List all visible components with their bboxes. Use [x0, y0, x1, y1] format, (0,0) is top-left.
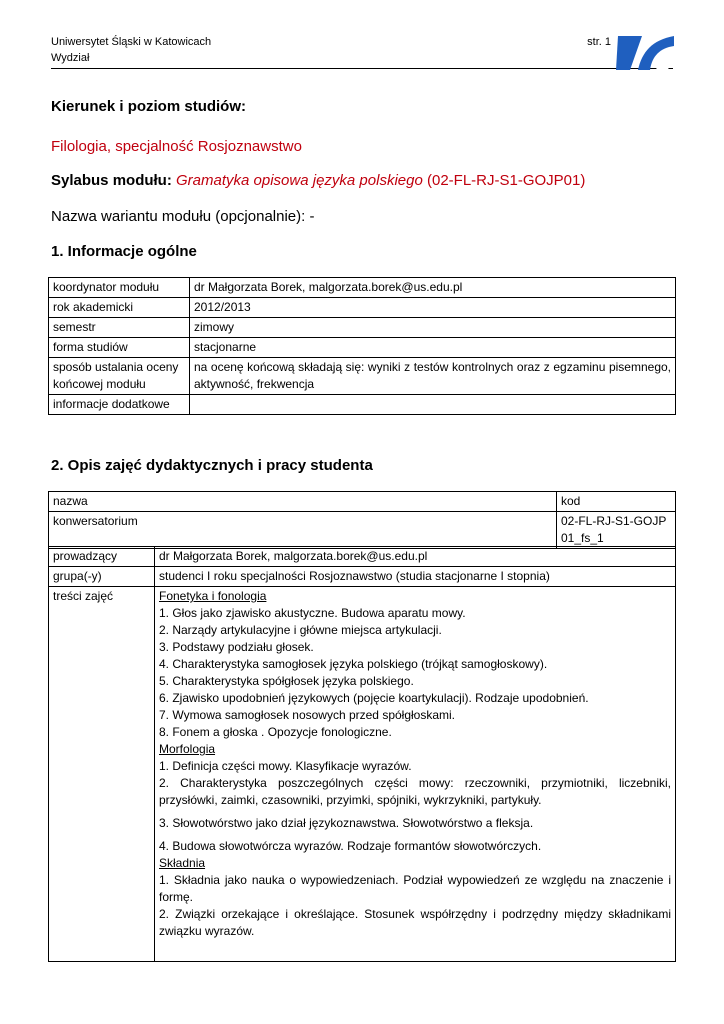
- variant-line: Nazwa wariantu modułu (opcjonalnie): -: [51, 208, 315, 225]
- table-row: [49, 492, 676, 512]
- syllabus-line: [51, 172, 585, 189]
- phonetics-title: Fonetyka i fonologia: [159, 589, 267, 603]
- page-header: [51, 34, 611, 66]
- row-label: informacje dodatkowe: [49, 395, 190, 415]
- row-label: koordynator modułu: [49, 278, 190, 298]
- table-row: [49, 358, 676, 395]
- row-label: semestr: [49, 318, 190, 338]
- syllabus-code: (02-FL-RJ-S1-GOJP01): [426, 172, 586, 189]
- name-value: konwersatorium: [49, 512, 557, 549]
- lecturer-value: dr Małgorzata Borek, malgorzata.borek@us.edu.pl: [155, 547, 676, 567]
- syllabus-name: Gramatyka opisowa języka polskiego: [176, 172, 423, 189]
- table-row: [49, 298, 676, 318]
- list-item: 2. Związki orzekające i określające. Stosunek współrzędny i podrzędny między składnikami związku wyrazów.: [159, 907, 671, 938]
- row-value: [190, 395, 676, 415]
- table-row: [49, 318, 676, 338]
- syntax-title: Składnia: [159, 856, 206, 870]
- field-heading: Kierunek i poziom studiów:: [51, 98, 247, 115]
- list-item: 2. Charakterystyka poszczególnych części mowy: rzeczowniki, przymiotniki, liczebniki, przysłówki, zaimki, czasowniki, przyimki, spójniki, wykrzykniki, partykuły.: [159, 776, 671, 807]
- code-header: kod: [557, 492, 676, 512]
- university-logo: [612, 30, 678, 76]
- row-value: stacjonarne: [190, 338, 676, 358]
- section2-heading: 2. Opis zajęć dydaktycznych i pracy studenta: [51, 457, 373, 474]
- row-label: forma studiów: [49, 338, 190, 358]
- name-header: nazwa: [49, 492, 557, 512]
- table-row: [49, 567, 676, 587]
- list-item: 4. Budowa słowotwórcza wyrazów. Rodzaje formantów słowotwórczych.: [159, 839, 542, 853]
- morphology-title: Morfologia: [159, 742, 216, 756]
- list-item: 1. Definicja części mowy. Klasyfikacje wyrazów.: [159, 759, 412, 773]
- table-row: [49, 587, 676, 962]
- field-value: Filologia, specjalność Rosjoznawstwo: [51, 138, 302, 155]
- list-item: 2. Narządy artykulacyjne i główne miejsca artykulacji.: [159, 623, 442, 637]
- content-cell: [155, 587, 676, 962]
- course-name-table: [48, 491, 676, 549]
- general-info-table: [48, 277, 676, 415]
- row-value: dr Małgorzata Borek, malgorzata.borek@us.edu.pl: [190, 278, 676, 298]
- group-label: grupa(-y): [49, 567, 155, 587]
- section1-heading: 1. Informacje ogólne: [51, 243, 197, 260]
- list-item: 1. Głos jako zjawisko akustyczne. Budowa aparatu mowy.: [159, 606, 466, 620]
- row-value: 2012/2013: [190, 298, 676, 318]
- list-item: 7. Wymowa samogłosek nosowych przed spółgłoskami.: [159, 708, 456, 722]
- row-value: zimowy: [190, 318, 676, 338]
- list-item: 4. Charakterystyka samogłosek języka polskiego (trójkąt samogłoskowy).: [159, 657, 548, 671]
- row-label: rok akademicki: [49, 298, 190, 318]
- list-item: 8. Fonem a głoska . Opozycje fonologiczne.: [159, 725, 392, 739]
- list-item: 3. Podstawy podziału głosek.: [159, 640, 314, 654]
- syllabus-label: Sylabus modułu:: [51, 172, 172, 189]
- group-value: studenci I roku specjalności Rosjoznawstwo (studia stacjonarne I stopnia): [155, 567, 676, 587]
- faculty-name: Wydział: [51, 52, 90, 64]
- list-item: 3. Słowotwórstwo jako dział językoznawstwa. Słowotwórstwo a fleksja.: [159, 816, 534, 830]
- list-item: 1. Składnia jako nauka o wypowiedzeniach. Podział wypowiedzeń ze względu na znaczenie i formę.: [159, 873, 671, 904]
- table-row: [49, 278, 676, 298]
- table-row: [49, 512, 676, 549]
- header-divider: [51, 68, 673, 69]
- table-row: [49, 547, 676, 567]
- code-value: 02-FL-RJ-S1-GOJP01_fs_1: [557, 512, 676, 549]
- row-label: sposób ustalania oceny końcowej modułu: [49, 358, 190, 395]
- list-item: 5. Charakterystyka spółgłosek języka polskiego.: [159, 674, 414, 688]
- list-item: 6. Zjawisko upodobnień językowych (pojęcie koartykulacji). Rodzaje upodobnień.: [159, 691, 589, 705]
- university-name: Uniwersytet Śląski w Katowicach: [51, 36, 212, 48]
- row-value: na ocenę końcową składają się: wyniki z testów kontrolnych oraz z egzaminu pisemnego, aktywność, frekwencja: [190, 358, 676, 395]
- table-row: [49, 338, 676, 358]
- page-number: str. 1: [587, 36, 611, 48]
- lecturer-label: prowadzący: [49, 547, 155, 567]
- course-details-table: [48, 546, 676, 962]
- content-label: treści zajęć: [49, 587, 155, 962]
- table-row: [49, 395, 676, 415]
